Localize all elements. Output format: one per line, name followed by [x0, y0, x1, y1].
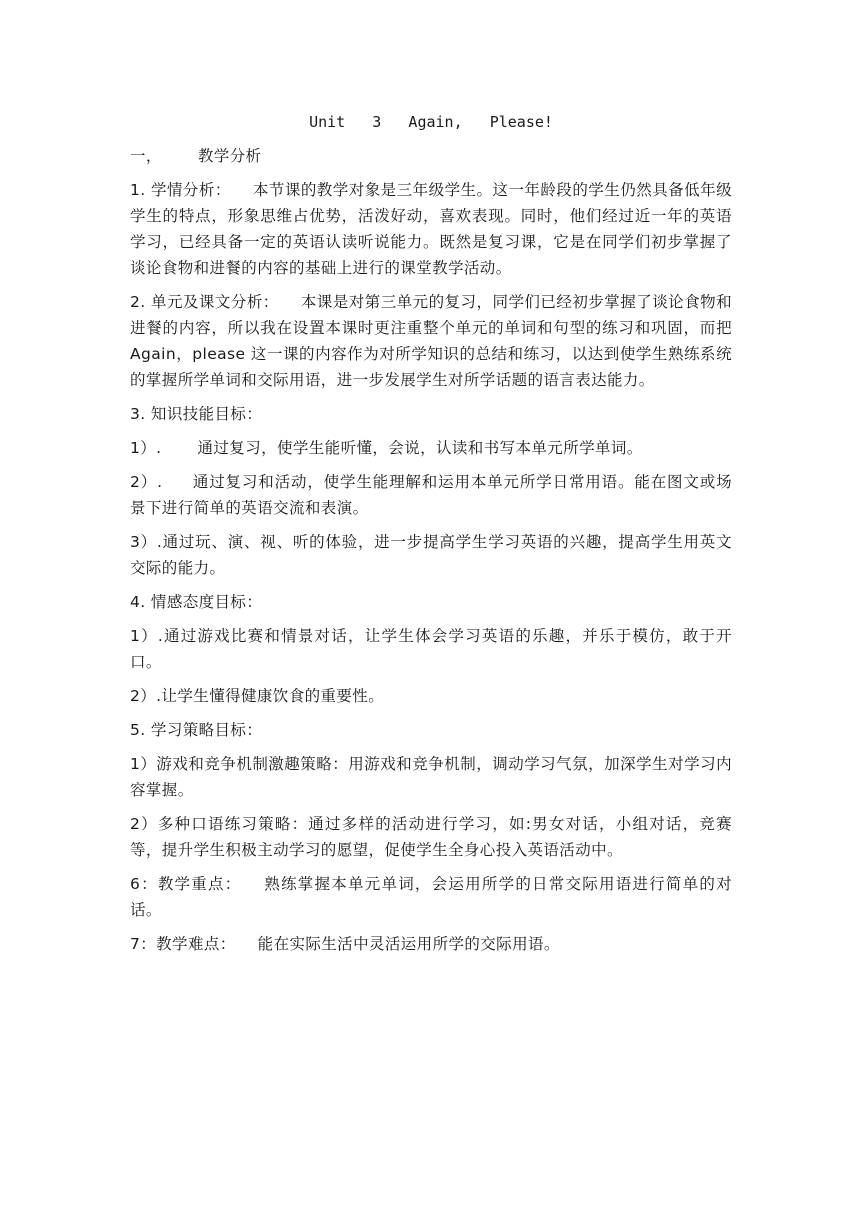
item-text: 通过复习和活动，使学生能理解和运用本单元所学日常用语。能在图文或场景下进行简单的英语交流和表演。: [130, 473, 733, 517]
list-item: [130, 751, 732, 803]
item-text: 能在实际生活中灵活运用所学的交际用语。: [257, 935, 560, 953]
item-label: 1. 学情分析：: [130, 181, 231, 199]
list-item: [130, 435, 732, 461]
item-label: 2）.: [130, 473, 163, 491]
item-text: 通过玩、演、视、听的体验，进一步提高学生学习英语的兴趣，提高学生用英文交际的能力。: [130, 533, 732, 577]
item-text: 本课是对第三单元的复习，同学们已经初步掌握了谈论食物和进餐的内容，所以我在设置本课时更注重整个单元的单词和句型的练习和巩固，而把 Again，please 这一课的内容作为对所学知识的总结和练习，以达到使学生熟练系统的掌握所学单词和交际用语，进一步发展学生对所学话题的语言表达能力。: [130, 293, 732, 389]
heading-knowledge-goals: [130, 401, 732, 427]
item-label: 3）.: [130, 533, 163, 551]
item-label: 6：教学重点：: [130, 875, 242, 893]
item-text: 通过复习，使学生能听懂，会说，认读和书写本单元所学单词。: [197, 439, 643, 457]
section-title: 教学分析: [197, 147, 262, 165]
list-item: [130, 811, 732, 863]
item-label: 1）: [130, 755, 157, 773]
item-label: 5. 学习策略目标：: [130, 721, 263, 739]
item-label: 2. 单元及课文分析：: [130, 293, 279, 311]
list-item: [130, 469, 732, 521]
item-text: 本节课的教学对象是三年级学生。这一年龄段的学生仍然具备低年级学生的特点，形象思维占优势，活泼好动，喜欢表现。同时，他们经过近一年的英语学习，已经具备一定的英语认读听说能力。既然是复习课，它是在同学们初步掌握了谈论食物和进餐的内容的基础上进行的课堂教学活动。: [130, 181, 732, 277]
section-heading: [130, 143, 732, 169]
item-label: 3. 知识技能目标：: [130, 405, 263, 423]
paragraph-learner-analysis: [130, 177, 732, 281]
paragraph-unit-analysis: [130, 289, 732, 393]
heading-strategy-goals: [130, 717, 732, 743]
heading-affective-goals: [130, 589, 732, 615]
item-text: 游戏和竞争机制激趣策略：用游戏和竞争机制，调动学习气氛，加深学生对学习内容掌握。: [130, 755, 732, 799]
item-label: 4. 情感态度目标：: [130, 593, 263, 611]
section-number: 一，: [130, 147, 162, 165]
item-label: 1）.: [130, 627, 164, 645]
list-item: [130, 623, 732, 675]
paragraph-key-points: [130, 871, 732, 923]
document-body: [130, 109, 732, 965]
item-text: 通过游戏比赛和情景对话，让学生体会学习英语的乐趣，并乐于模仿，敢于开口。: [130, 627, 732, 671]
list-item: [130, 529, 732, 581]
item-label: 2）.: [130, 687, 162, 705]
item-label: 2）: [130, 815, 158, 833]
item-text: 让学生懂得健康饮食的重要性。: [161, 687, 385, 705]
item-label: 7：教学难点：: [130, 935, 236, 953]
document-title: Unit 3 Again, Please!: [309, 113, 553, 131]
paragraph-difficult-points: [130, 931, 732, 957]
item-text: 多种口语练习策略：通过多样的活动进行学习，如:男女对话，小组对话，竞赛等，提升学生积极主动学习的愿望，促使学生全身心投入英语活动中。: [130, 815, 732, 859]
list-item: [130, 683, 732, 709]
item-text: 熟练掌握本单元单词，会运用所学的日常交际用语进行简单的对话。: [130, 875, 733, 919]
item-label: 1）.: [130, 439, 162, 457]
